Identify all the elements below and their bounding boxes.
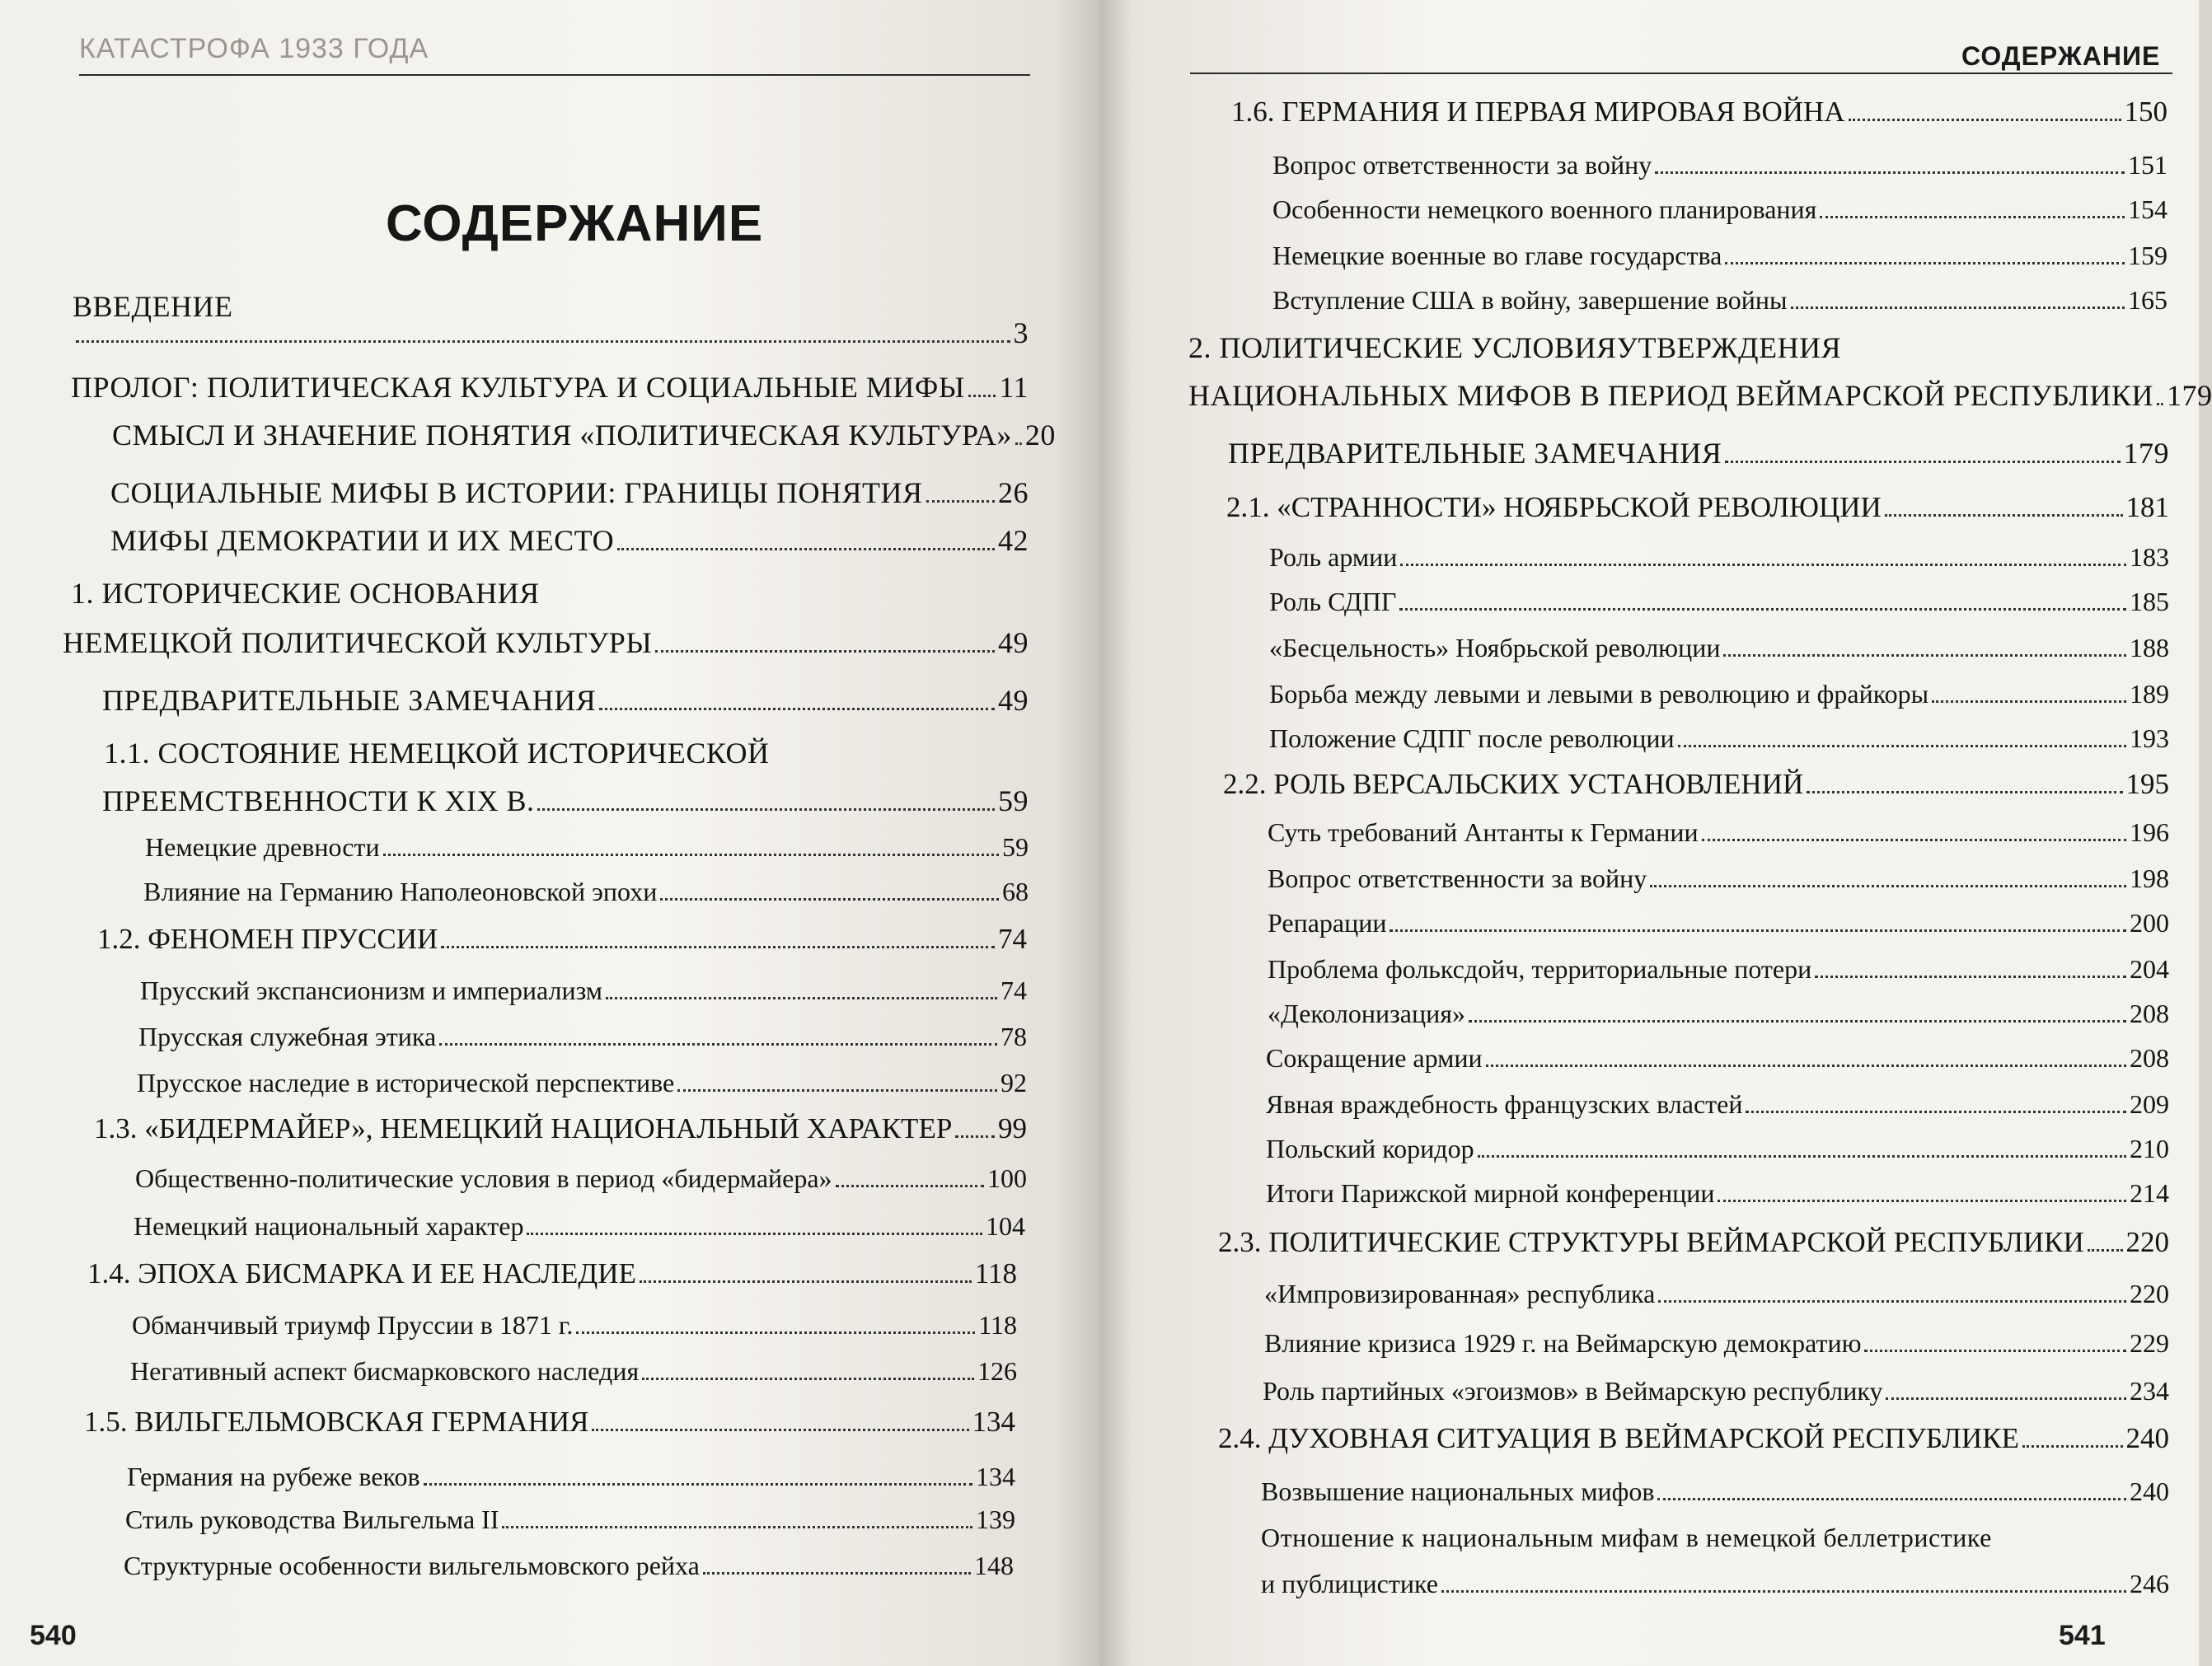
toc-page-number: 209 bbox=[2130, 1089, 2169, 1119]
dot-leader bbox=[617, 545, 995, 550]
toc-entry-label: Итоги Парижской мирной конференции bbox=[1266, 1178, 1715, 1208]
toc-entry-label: МИФЫ ДЕМОКРАТИИ И ИХ МЕСТО bbox=[110, 524, 615, 557]
toc-entry-label: Прусская служебная этика bbox=[138, 1022, 437, 1051]
toc-page-number: 92 bbox=[1001, 1068, 1027, 1097]
toc-page-number: 74 bbox=[998, 923, 1027, 955]
toc-entry bbox=[145, 831, 1029, 863]
toc-entry bbox=[1269, 541, 2169, 573]
dot-leader bbox=[1399, 606, 2126, 611]
toc-page-number: 196 bbox=[2130, 817, 2169, 847]
toc-entry bbox=[102, 684, 1029, 717]
toc-page-number: 20 bbox=[1024, 419, 1056, 452]
toc-page-number: 59 bbox=[998, 784, 1029, 817]
toc-page-number: 220 bbox=[2125, 1226, 2169, 1258]
toc-entry-label: 1.1. СОСТОЯНИЕ НЕМЕЦКОЙ ИСТОРИЧЕСКОЙ bbox=[104, 737, 770, 770]
toc-page-number: 204 bbox=[2130, 954, 2169, 984]
dot-leader bbox=[1678, 742, 2126, 747]
toc-page-number: 220 bbox=[2130, 1279, 2169, 1308]
toc-page-number: 229 bbox=[2130, 1328, 2169, 1358]
dot-leader bbox=[76, 338, 1010, 343]
toc-entry bbox=[1272, 148, 2167, 181]
toc-entry bbox=[110, 476, 1029, 509]
toc-page-number: 68 bbox=[1002, 877, 1029, 906]
toc-page-number: 148 bbox=[974, 1551, 1014, 1580]
header-rule bbox=[79, 74, 1030, 76]
toc-page-number: 126 bbox=[977, 1356, 1017, 1386]
dot-leader bbox=[606, 994, 997, 999]
dot-leader bbox=[1791, 304, 2125, 309]
toc-page-number: 208 bbox=[2130, 999, 2169, 1028]
dot-leader bbox=[424, 1481, 972, 1486]
toc-entry bbox=[1231, 96, 2167, 129]
toc-entry bbox=[73, 316, 1029, 349]
dot-leader bbox=[576, 1329, 975, 1334]
toc-entry bbox=[1263, 1374, 2169, 1407]
toc-page-number: 139 bbox=[976, 1505, 1015, 1534]
toc-entry-label: Роль СДПГ bbox=[1269, 587, 1397, 616]
toc-entry bbox=[97, 923, 1027, 956]
dot-leader bbox=[383, 851, 999, 856]
toc-page-number: 59 bbox=[1002, 832, 1029, 862]
toc-entry-label: Влияние кризиса 1929 г. на Веймарскую демократию bbox=[1264, 1328, 1862, 1358]
dot-leader bbox=[660, 896, 999, 901]
toc-page-number: 193 bbox=[2130, 723, 2169, 753]
toc-entry-label: Польский коридор bbox=[1266, 1134, 1474, 1163]
toc-page-number: 185 bbox=[2130, 587, 2169, 616]
toc-page-number: 74 bbox=[1001, 976, 1027, 1005]
toc-entry bbox=[1261, 1475, 2169, 1508]
toc-entry bbox=[1269, 722, 2169, 755]
header-rule bbox=[1190, 73, 2172, 74]
toc-page-number: 26 bbox=[998, 476, 1029, 509]
dot-leader bbox=[1469, 1018, 2126, 1023]
toc-entry-label: Стиль руководства Вильгельма II bbox=[125, 1505, 499, 1534]
toc-entry-label: НАЦИОНАЛЬНЫХ МИФОВ В ПЕРИОД ВЕЙМАРСКОЙ РЕСПУБЛИКИ bbox=[1188, 379, 2153, 412]
toc-entry bbox=[1264, 1327, 2169, 1359]
toc-entry bbox=[1226, 491, 2169, 524]
toc-entry-label: Влияние на Германию Наполеоновской эпохи bbox=[143, 877, 658, 906]
toc-entry-label: Роль партийных «эгоизмов» в Веймарскую республику bbox=[1263, 1376, 1883, 1406]
toc-entry-label: «Импровизированная» республика bbox=[1264, 1279, 1656, 1308]
toc-entry bbox=[1269, 585, 2169, 618]
dot-leader bbox=[836, 1182, 984, 1187]
toc-entry-label: Суть требований Антанты к Германии bbox=[1268, 817, 1699, 847]
toc-entry-label: Обманчивый триумф Пруссии в 1871 г. bbox=[132, 1310, 574, 1340]
toc-page-number: 210 bbox=[2130, 1134, 2169, 1163]
toc-entry bbox=[124, 1549, 1014, 1582]
toc-entry bbox=[63, 626, 1029, 659]
toc-entry bbox=[112, 419, 1056, 452]
dot-leader bbox=[599, 705, 995, 710]
toc-entry-label: и публицистике bbox=[1261, 1569, 1438, 1598]
toc-page-number: 234 bbox=[2130, 1376, 2169, 1406]
toc-entry-label: Вступление США в войну, завершение войны bbox=[1272, 285, 1788, 315]
toc-entry bbox=[1188, 379, 2212, 412]
toc-entry bbox=[138, 1020, 1027, 1053]
toc-page-number: 49 bbox=[998, 684, 1029, 717]
toc-entry bbox=[143, 875, 1029, 908]
toc-entry bbox=[134, 1210, 1025, 1242]
toc-entry bbox=[1272, 193, 2167, 226]
dot-leader bbox=[1807, 789, 2122, 793]
toc-page-number: 195 bbox=[2125, 768, 2169, 800]
toc-entry bbox=[140, 974, 1027, 1007]
dot-leader bbox=[955, 1133, 995, 1138]
toc-entry-label: Прусский экспансионизм и империализм bbox=[140, 976, 603, 1005]
dot-leader bbox=[1864, 1347, 2126, 1352]
dot-leader bbox=[527, 1230, 982, 1235]
toc-page-number: 246 bbox=[2130, 1569, 2169, 1598]
dot-leader bbox=[502, 1523, 972, 1528]
toc-page-number: 99 bbox=[998, 1112, 1027, 1144]
toc-page-number: 11 bbox=[999, 371, 1029, 404]
toc-page-number: 134 bbox=[972, 1406, 1015, 1438]
toc-page-number: 214 bbox=[2130, 1178, 2169, 1208]
toc-page-number: 183 bbox=[2130, 542, 2169, 572]
toc-entry-label: СМЫСЛ И ЗНАЧЕНИЕ ПОНЯТИЯ «ПОЛИТИЧЕСКАЯ КУЛЬТУРА» bbox=[112, 419, 1012, 452]
dot-leader bbox=[439, 1041, 997, 1046]
dot-leader bbox=[1746, 1108, 2126, 1113]
dot-leader bbox=[2022, 1443, 2123, 1448]
toc-entry-label: Репарации bbox=[1268, 908, 1387, 938]
toc-entry-label: Отношение к национальным мифам в немецкой беллетристике bbox=[1261, 1523, 1992, 1552]
dot-leader bbox=[703, 1570, 971, 1575]
toc-entry bbox=[1268, 952, 2169, 985]
page-number: 541 bbox=[2059, 1620, 2106, 1651]
toc-entry-label: Роль армии bbox=[1269, 542, 1398, 572]
toc-entry bbox=[1268, 816, 2169, 849]
toc-page-number: 179 bbox=[2166, 379, 2212, 412]
dot-leader bbox=[642, 1375, 974, 1380]
toc-entry bbox=[1264, 1277, 2169, 1310]
toc-page-number: 42 bbox=[998, 524, 1029, 557]
toc-entry-label: 2. ПОЛИТИЧЕСКИЕ УСЛОВИЯУТВЕРЖДЕНИЯ bbox=[1188, 331, 1842, 364]
dot-leader bbox=[640, 1278, 972, 1283]
toc-page-number: 49 bbox=[998, 626, 1029, 659]
dot-leader bbox=[1725, 458, 2120, 463]
toc-entry-label: Сокращение армии bbox=[1266, 1043, 1483, 1073]
toc-entry-label: Германия на рубеже веков bbox=[127, 1462, 420, 1491]
toc-entry bbox=[1268, 906, 2169, 939]
toc-page-number: 154 bbox=[2128, 194, 2167, 224]
toc-entry-label: 2.2. РОЛЬ ВЕРСАЛЬСКИХ УСТАНОВЛЕНИЙ bbox=[1223, 768, 1804, 800]
dot-leader bbox=[968, 392, 996, 397]
dot-leader bbox=[926, 498, 996, 503]
toc-entry-label: Немецкие древности bbox=[145, 832, 380, 862]
toc-entry bbox=[1261, 1567, 2169, 1600]
dot-leader bbox=[1725, 260, 2125, 264]
toc-entry bbox=[1266, 1088, 2169, 1121]
toc-entry bbox=[1218, 1422, 2169, 1455]
toc-entry-label: Явная враждебность французских властей bbox=[1266, 1089, 1743, 1119]
dot-leader bbox=[1655, 169, 2125, 174]
right-running-head: СОДЕРЖАНИЕ bbox=[1961, 41, 2161, 71]
dot-leader bbox=[1702, 836, 2126, 841]
toc-entry bbox=[87, 1257, 1017, 1290]
toc-entry-label: Возвышение национальных мифов bbox=[1261, 1476, 1655, 1506]
toc-entry-label: Проблема фольксдойч, территориальные потери bbox=[1268, 954, 1812, 984]
toc-entry bbox=[1228, 437, 2169, 470]
toc-entry bbox=[1269, 677, 2169, 710]
toc-page-number: 181 bbox=[2125, 491, 2169, 523]
toc-entry bbox=[137, 1066, 1027, 1099]
toc-entry-label: 1.4. ЭПОХА БИСМАРКА И ЕЕ НАСЛЕДИЕ bbox=[87, 1257, 636, 1289]
toc-page-number: 188 bbox=[2130, 633, 2169, 662]
dot-leader bbox=[1723, 652, 2126, 657]
toc-entry-label: «Бесцельность» Ноябрьской революции bbox=[1269, 633, 1721, 662]
left-running-head: КАТАСТРОФА 1933 ГОДА bbox=[79, 33, 429, 64]
toc-page-number: 240 bbox=[2130, 1476, 2169, 1506]
toc-page-number: 104 bbox=[986, 1211, 1025, 1241]
toc-entry-label: 1.5. ВИЛЬГЕЛЬМОВСКАЯ ГЕРМАНИЯ bbox=[84, 1406, 589, 1438]
dot-leader bbox=[1658, 1298, 2126, 1303]
toc-entry-label: ВВЕДЕНИЕ bbox=[73, 290, 233, 323]
toc-entry-label: 1.6. ГЕРМАНИЯ И ПЕРВАЯ МИРОВАЯ ВОЙНА bbox=[1231, 96, 1845, 128]
dot-leader bbox=[1885, 512, 2123, 517]
dot-leader bbox=[1815, 973, 2126, 978]
toc-page-number: 179 bbox=[2123, 437, 2169, 470]
right-page bbox=[1099, 0, 2212, 1666]
toc-entry bbox=[1272, 239, 2167, 272]
dot-leader bbox=[1015, 440, 1022, 445]
toc-entry bbox=[84, 1406, 1015, 1439]
dot-leader bbox=[1478, 1153, 2126, 1158]
toc-entry bbox=[1268, 997, 2169, 1030]
toc-entry bbox=[110, 524, 1029, 557]
toc-page-number: 118 bbox=[974, 1257, 1017, 1289]
toc-entry-label: Особенности немецкого военного планирования bbox=[1272, 194, 1817, 224]
toc-entry-label: «Деколонизация» bbox=[1268, 999, 1465, 1028]
toc-entry bbox=[1266, 1132, 2169, 1165]
toc-entry-label: Структурные особенности вильгельмовского рейха bbox=[124, 1551, 700, 1580]
toc-entry bbox=[127, 1460, 1015, 1493]
toc-entry-label: 2.4. ДУХОВНАЯ СИТУАЦИЯ В ВЕЙМАРСКОЙ РЕСПУБЛИКЕ bbox=[1218, 1422, 2019, 1454]
dot-leader bbox=[1932, 698, 2126, 703]
dot-leader bbox=[441, 943, 995, 948]
dot-leader bbox=[2157, 400, 2163, 405]
toc-entry-label: СОЦИАЛЬНЫЕ МИФЫ В ИСТОРИИ: ГРАНИЦЫ ПОНЯТИЯ bbox=[110, 476, 923, 509]
toc-entry bbox=[1266, 1041, 2169, 1074]
toc-entry bbox=[132, 1308, 1017, 1341]
dot-leader bbox=[537, 806, 995, 811]
toc-entry-label: Положение СДПГ после революции bbox=[1269, 723, 1675, 753]
dot-leader bbox=[1486, 1062, 2126, 1067]
toc-page-number: 3 bbox=[1013, 316, 1029, 349]
toc-entry bbox=[125, 1503, 1015, 1536]
toc-entry bbox=[1272, 283, 2167, 316]
toc-entry bbox=[1269, 631, 2169, 664]
toc-entry bbox=[130, 1355, 1017, 1388]
toc-entry-label: 1.3. «БИДЕРМАЙЕР», НЕМЕЦКИЙ НАЦИОНАЛЬНЫЙ ХАРАКТЕР bbox=[94, 1112, 953, 1144]
dot-leader bbox=[677, 1087, 997, 1092]
toc-page-number: 78 bbox=[1001, 1022, 1027, 1051]
toc-entry bbox=[1268, 862, 2169, 895]
dot-leader bbox=[1886, 1395, 2126, 1400]
toc-entry bbox=[135, 1162, 1027, 1195]
toc-entry-label: Немецкие военные во главе государства bbox=[1272, 241, 1722, 270]
dot-leader bbox=[1390, 927, 2126, 932]
dot-leader bbox=[1400, 561, 2126, 566]
dot-leader bbox=[655, 648, 995, 653]
toc-entry bbox=[1266, 1177, 2169, 1210]
dot-leader bbox=[592, 1426, 968, 1431]
toc-entry-label: ПРОЛОГ: ПОЛИТИЧЕСКАЯ КУЛЬТУРА И СОЦИАЛЬНЫЕ МИФЫ bbox=[71, 371, 965, 404]
toc-page-number: 198 bbox=[2130, 863, 2169, 893]
toc-entry-label: ПРЕДВАРИТЕЛЬНЫЕ ЗАМЕЧАНИЯ bbox=[102, 684, 597, 717]
toc-entry-label: ПРЕЕМСТВЕННОСТИ К XIX В. bbox=[102, 784, 535, 817]
toc-entry bbox=[94, 1112, 1027, 1145]
toc-entry-label: ПРЕДВАРИТЕЛЬНЫЕ ЗАМЕЧАНИЯ bbox=[1228, 437, 1722, 470]
dot-leader bbox=[2088, 1247, 2123, 1252]
left-page bbox=[0, 0, 1099, 1666]
toc-page-number: 200 bbox=[2130, 908, 2169, 938]
dot-leader bbox=[1718, 1197, 2126, 1202]
toc-entry-label: 1. ИСТОРИЧЕСКИЕ ОСНОВАНИЯ bbox=[71, 577, 540, 610]
toc-page-number: 150 bbox=[2124, 96, 2167, 128]
toc-entry bbox=[71, 371, 1029, 404]
toc-entry-label: Вопрос ответственности за войну bbox=[1268, 863, 1647, 893]
toc-page-number: 240 bbox=[2125, 1422, 2169, 1454]
toc-entry bbox=[1223, 768, 2169, 801]
dot-leader bbox=[1441, 1588, 2126, 1593]
toc-page-number: 208 bbox=[2130, 1043, 2169, 1073]
dot-leader bbox=[1657, 1495, 2126, 1500]
toc-page-number: 189 bbox=[2130, 679, 2169, 709]
toc-entry-label: Борьба между левыми и левыми в революцию и фрайкоры bbox=[1269, 679, 1929, 709]
toc-page-number: 159 bbox=[2128, 241, 2167, 270]
dot-leader bbox=[1650, 882, 2126, 887]
toc-page-number: 151 bbox=[2128, 150, 2167, 180]
toc-entry bbox=[1218, 1226, 2169, 1259]
toc-page-number: 134 bbox=[976, 1462, 1015, 1491]
toc-page-number: 100 bbox=[987, 1163, 1027, 1193]
toc-page-number: 165 bbox=[2128, 285, 2167, 315]
toc-entry-label: 2.3. ПОЛИТИЧЕСКИЕ СТРУКТУРЫ ВЕЙМАРСКОЙ РЕСПУБЛИКИ bbox=[1218, 1226, 2084, 1258]
toc-entry bbox=[102, 784, 1029, 817]
dot-leader bbox=[1820, 213, 2125, 218]
toc-entry-label: Негативный аспект бисмарковского наследия bbox=[130, 1356, 640, 1386]
toc-entry-label: Немецкий национальный характер bbox=[134, 1211, 524, 1241]
toc-entry-label: Общественно-политические условия в период «бидермайера» bbox=[135, 1163, 832, 1193]
page-title: СОДЕРЖАНИЕ bbox=[386, 195, 764, 252]
page-number: 540 bbox=[30, 1620, 77, 1651]
toc-entry-label: Вопрос ответственности за войну bbox=[1272, 150, 1652, 180]
toc-entry-label: Прусское наследие в исторической перспективе bbox=[137, 1068, 675, 1097]
toc-page-number: 118 bbox=[978, 1310, 1017, 1340]
toc-entry-label: НЕМЕЦКОЙ ПОЛИТИЧЕСКОЙ КУЛЬТУРЫ bbox=[63, 626, 653, 659]
toc-entry-label: 2.1. «СТРАННОСТИ» НОЯБРЬСКОЙ РЕВОЛЮЦИИ bbox=[1226, 491, 1882, 523]
dot-leader bbox=[1849, 116, 2121, 121]
toc-entry-label: 1.2. ФЕНОМЕН ПРУССИИ bbox=[97, 923, 438, 955]
